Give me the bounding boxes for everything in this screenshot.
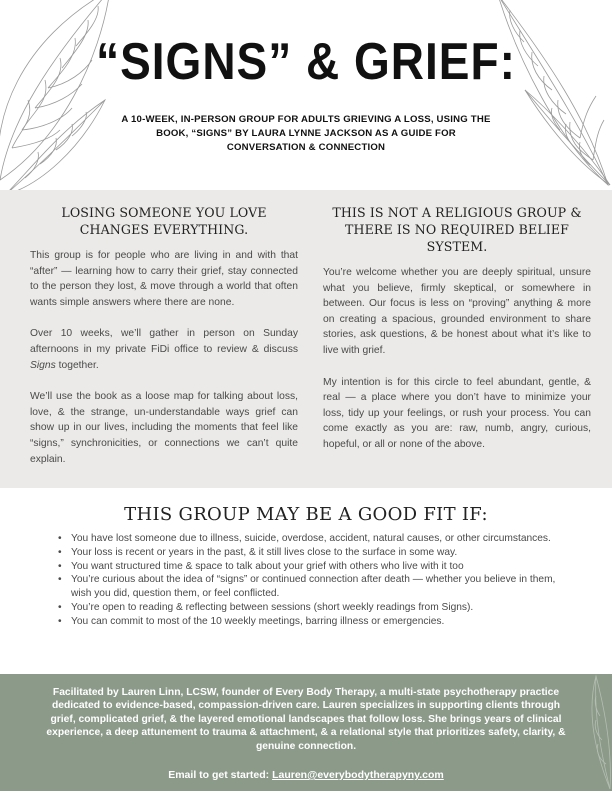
left-paragraph-1: This group is for people who are living in and with that “after” — learning how to carry their grief, stay connected to the person they lost, & move through a world that often wants simple answers where there are none. <box>30 250 298 308</box>
info-band <box>0 190 612 488</box>
bullet-icon: • <box>58 601 62 613</box>
right-column-heading <box>323 204 591 255</box>
list-item <box>58 615 578 629</box>
list-item-text: You’re curious about the idea of “signs” or continued connection after death — whether you believe in them, wish you did, question them, or feel conflicted. <box>71 574 556 600</box>
email-prefix: Email to get started: <box>168 769 273 781</box>
right-column <box>323 204 591 469</box>
left-column-heading <box>30 204 298 238</box>
right-paragraph-1: You’re welcome whether you are deeply spiritual, unsure what you believe, firmly skeptical, or somewhere in between. Our focus is less on “proving” anything & more on creating a spacious, grounded environment to share stories, ask questions, & be honest about what it’s like to live with grief. <box>323 267 591 356</box>
list-item <box>58 573 578 601</box>
right-heading-line2: THERE IS NO REQUIRED BELIEF SYSTEM. <box>345 222 569 254</box>
list-item <box>58 532 578 546</box>
left-paragraph-3: We’ll use the book as a loose map for talking about loss, love, & the strange, un-understandable ways grief can show up in our lives, including the moments that feel like “signs,” synchronicities, or connections we can’t quite explain. <box>30 391 298 465</box>
list-item-text: You have lost someone due to illness, suicide, overdose, accident, natural causes, or other circumstances. <box>71 533 551 544</box>
left-p2-before: Over 10 weeks, we’ll gather in person on Sunday afternoons in my private FiDi office to review & discuss <box>30 328 298 355</box>
list-item <box>58 601 578 615</box>
list-item-text: You want structured time & space to talk about your grief with others who live with it too <box>71 560 464 572</box>
page-title: “SIGNS” & GRIEF: <box>96 31 516 91</box>
good-fit-list <box>58 532 578 629</box>
email-link[interactable]: Lauren@everybodytherapyny.com <box>272 769 444 781</box>
list-item-text: Your loss is recent or years in the past, & it still lives close to the surface in some way. <box>71 546 458 558</box>
footer <box>0 674 612 791</box>
header <box>0 0 612 190</box>
good-fit-section <box>0 488 612 662</box>
bullet-icon: • <box>58 560 62 572</box>
left-heading-line1: LOSING SOMEONE YOU LOVE <box>61 205 267 220</box>
bullet-icon: • <box>58 615 62 627</box>
good-fit-heading: THIS GROUP MAY BE A GOOD FIT IF: <box>124 504 488 525</box>
right-heading-line1: THIS IS NOT A RELIGIOUS GROUP & <box>332 205 582 220</box>
email-line <box>0 769 612 781</box>
facilitator-bio: Facilitated by Lauren Linn, LCSW, founder of Every Body Therapy, a multi-state psychotherapy practice dedicated to evidence-based, compassion-driven care. Lauren specializes in supporting clients through grief, complicated grief, & the layered emotional landscapes that follow loss. She brings years of clinical experience, a deep attunement to trauma & attachment, & a relational style that prioritizes safety, clarity, & genuine connection. <box>46 687 566 752</box>
bullet-icon: • <box>58 574 62 586</box>
list-item-text: You’re open to reading & reflecting between sessions (short weekly readings from Signs). <box>71 601 474 613</box>
left-paragraph-2 <box>30 326 298 373</box>
bullet-icon: • <box>58 546 62 558</box>
left-heading-line2: CHANGES EVERYTHING. <box>79 222 249 237</box>
left-column <box>30 204 298 483</box>
left-p2-italic: Signs <box>30 359 56 371</box>
page-subtitle: A 10-WEEK, IN-PERSON GROUP FOR ADULTS GRIEVING A LOSS, USING THE BOOK, “SIGNS” BY LAURA LYNNE JACKSON AS A GUIDE FOR CONVERSATION & CONNECTION <box>121 114 491 153</box>
list-item-text: You can commit to most of the 10 weekly meetings, barring illness or emergencies. <box>71 615 445 627</box>
list-item <box>58 546 578 560</box>
right-paragraph-2: My intention is for this circle to feel abundant, gentle, & real — a place where you don’t have to minimize your loss, tidy up your feelings, or rush your process. You can come exactly as you are: raw, numb, angry, curious, hopeful, or all or none of the above. <box>323 376 591 450</box>
bullet-icon: • <box>58 533 62 544</box>
list-item <box>58 560 578 574</box>
left-p2-after: together. <box>55 359 99 371</box>
